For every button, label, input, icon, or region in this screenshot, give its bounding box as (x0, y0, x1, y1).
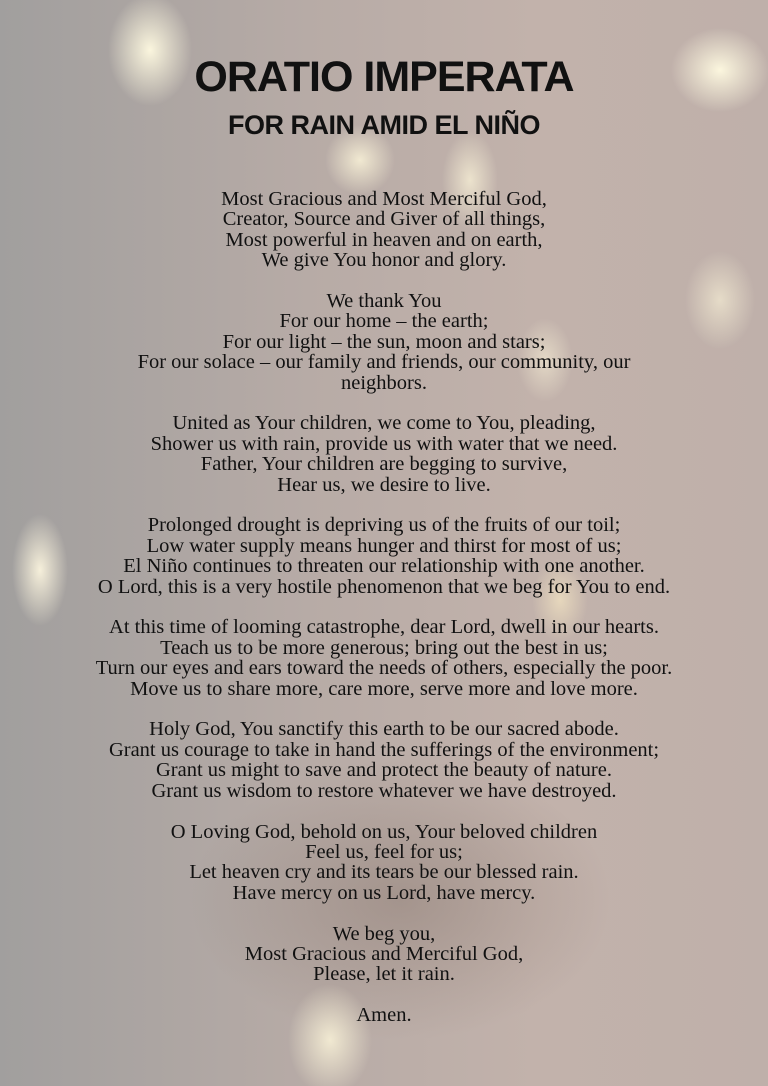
prayer-line: Have mercy on us Lord, have mercy. (232, 881, 536, 904)
prayer-line: We give You honor and glory. (261, 249, 507, 272)
prayer-line: Creator, Source and Giver of all things, (222, 208, 546, 231)
prayer-line: Teach us to be more generous; bring out the best in us; (160, 636, 608, 659)
prayer-line: Prolonged drought is depriving us of the fruits of our toil; (147, 514, 621, 537)
prayer-line: Most Gracious and Merciful God, (244, 942, 524, 965)
prayer-line: Low water supply means hunger and thirst for most of us; (146, 534, 622, 557)
page-subtitle: FOR RAIN AMID EL NIÑO (228, 110, 540, 140)
prayer-line: For our light – the sun, moon and stars; (222, 330, 546, 353)
prayer-line: Amen. (356, 1004, 412, 1027)
page-title: ORATIO IMPERATA (194, 53, 574, 101)
prayer-line: neighbors. (341, 371, 427, 394)
stanza-3 (0, 413, 768, 495)
stanza-8 (0, 924, 768, 985)
prayer-line: We thank You (326, 290, 442, 313)
stanza-6 (0, 719, 768, 801)
stanza-2 (0, 291, 768, 393)
stanza-1 (0, 189, 768, 271)
prayer-line: Hear us, we desire to live. (277, 473, 491, 496)
stanza-9 (0, 1005, 768, 1025)
prayer-line: O Loving God, behold on us, Your beloved children (170, 820, 598, 843)
prayer-line: Move us to share more, care more, serve more and love more. (130, 677, 638, 700)
prayer-line: Turn our eyes and ears toward the needs of others, especially the poor. (95, 657, 673, 680)
prayer-line: Father, Your children are begging to survive, (200, 453, 568, 476)
prayer-line: Grant us wisdom to restore whatever we have destroyed. (151, 779, 617, 802)
prayer-text (0, 189, 768, 1046)
prayer-line: Shower us with rain, provide us with water that we need. (150, 432, 618, 455)
prayer-line: Most Gracious and Most Merciful God, (221, 188, 547, 210)
prayer-line: Holy God, You sanctify this earth to be our sacred abode. (149, 718, 619, 741)
prayer-line: Feel us, feel for us; (305, 840, 463, 863)
prayer-line: Grant us courage to take in hand the sufferings of the environment; (108, 738, 660, 761)
prayer-line: United as Your children, we come to You, pleading, (172, 412, 596, 435)
prayer-line: At this time of looming catastrophe, dear Lord, dwell in our hearts. (109, 616, 659, 639)
stanza-7 (0, 822, 768, 904)
prayer-line: For our solace – our family and friends, our community, our (137, 351, 631, 374)
prayer-line: El Niño continues to threaten our relationship with one another. (123, 555, 645, 578)
prayer-line: Let heaven cry and its tears be our blessed rain. (189, 861, 579, 884)
prayer-line: Most powerful in heaven and on earth, (225, 228, 543, 251)
prayer-line: We beg you, (332, 922, 436, 945)
stanza-5 (0, 617, 768, 699)
prayer-line: Please, let it rain. (313, 963, 455, 986)
prayer-line: Grant us might to save and protect the beauty of nature. (156, 759, 612, 782)
stanza-4 (0, 515, 768, 597)
prayer-line: O Lord, this is a very hostile phenomenon that we beg for You to end. (97, 575, 671, 598)
prayer-line: For our home – the earth; (279, 310, 489, 333)
